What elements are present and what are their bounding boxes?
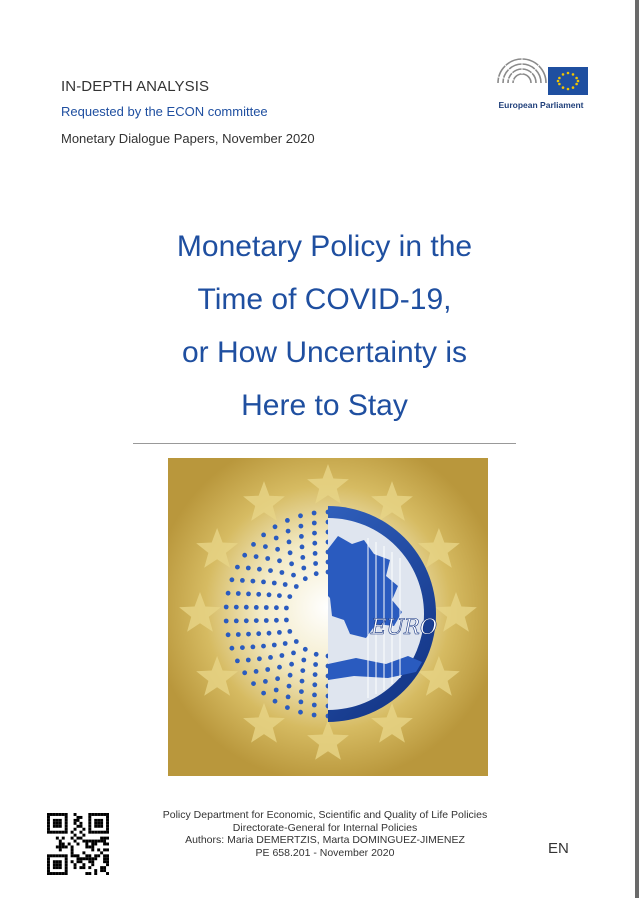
seat-dot <box>224 605 229 610</box>
title-line: or How Uncertainty is <box>181 336 468 369</box>
seat-dot <box>313 662 318 667</box>
seat-dot <box>312 693 317 698</box>
seat-dot <box>226 632 231 637</box>
seat-dot <box>273 699 278 704</box>
seat-dot <box>301 658 306 663</box>
seat-dot <box>277 593 282 598</box>
directorate: Directorate-General for Internal Policies <box>232 821 418 834</box>
seat-dot <box>267 592 272 597</box>
seat-dot <box>240 578 245 583</box>
seat-dot <box>277 630 282 635</box>
seat-dot <box>254 669 259 674</box>
seat-dot <box>284 618 289 623</box>
title-divider <box>133 443 516 444</box>
seat-dot <box>303 647 308 652</box>
seat-dot <box>289 561 294 566</box>
seat-dot <box>234 619 239 624</box>
seat-dot <box>272 581 277 586</box>
seat-dot <box>261 580 266 585</box>
seat-dot <box>314 652 319 657</box>
seat-dot <box>300 679 305 684</box>
seat-dot <box>287 629 292 634</box>
requested-by: Requested by the ECON committee <box>61 104 268 119</box>
seat-dot <box>287 540 292 545</box>
seat-dot <box>256 631 261 636</box>
authors: Authors: Maria DEMERTZIS, Marta DOMINGUEZ-JIMENEZ <box>185 834 465 847</box>
seat-dot <box>257 656 262 661</box>
seat-dot <box>312 682 317 687</box>
seat-dot <box>236 591 241 596</box>
seat-dot <box>263 544 268 549</box>
seat-dot <box>251 681 256 686</box>
seat-dot <box>285 705 290 710</box>
seat-dot <box>275 676 280 681</box>
page-edge <box>635 0 639 898</box>
seat-dot <box>257 567 262 572</box>
seat-dot <box>313 561 318 566</box>
seat-dot <box>244 618 249 623</box>
seat-dot <box>287 684 292 689</box>
seat-dot <box>273 524 278 529</box>
seat-dot <box>314 571 319 576</box>
reference-number: PE 658.201 - November 2020 <box>255 846 395 859</box>
seat-dot <box>234 605 239 610</box>
seat-dot <box>298 710 303 715</box>
seat-dot <box>277 665 282 670</box>
language-code: EN <box>548 840 569 857</box>
seat-dot <box>274 536 279 541</box>
seat-dot <box>268 568 273 573</box>
seat-dot <box>312 713 317 718</box>
seat-dot <box>272 643 277 648</box>
seat-dot <box>230 646 235 651</box>
seat-dot <box>274 618 279 623</box>
seat-dot <box>235 565 240 570</box>
seat-dot <box>280 653 285 658</box>
seat-dot <box>242 553 247 558</box>
seat-dot <box>246 632 251 637</box>
seat-dot <box>246 592 251 597</box>
seat-dot <box>283 582 288 587</box>
seat-dot <box>288 673 293 678</box>
seat-dot <box>313 672 318 677</box>
seat-dot <box>242 670 247 675</box>
cover-image <box>168 458 488 776</box>
seat-dot <box>300 668 305 673</box>
seat-dot <box>300 555 305 560</box>
seat-dot <box>275 547 280 552</box>
seat-dot <box>254 554 259 559</box>
seat-dot <box>236 632 241 637</box>
title-line: Here to Stay <box>241 389 408 422</box>
seat-dot <box>312 541 317 546</box>
seat-dot <box>291 651 296 656</box>
european-parliament-name: European Parliament <box>498 100 584 110</box>
seat-dot <box>312 511 317 516</box>
seat-dot <box>312 703 317 708</box>
series-label: Monetary Dialogue Papers, November 2020 <box>61 131 315 146</box>
seat-dot <box>300 545 305 550</box>
seat-dot <box>268 655 273 660</box>
seat-dot <box>251 645 256 650</box>
seat-dot <box>240 645 245 650</box>
seat-dot <box>291 573 296 578</box>
seat-dot <box>230 577 235 582</box>
qr-code <box>47 813 109 875</box>
seat-dot <box>285 518 290 523</box>
seat-dot <box>288 550 293 555</box>
document-title <box>60 220 589 432</box>
seat-dot <box>299 524 304 529</box>
seat-dot <box>274 605 279 610</box>
seat-dot <box>235 659 240 664</box>
seat-dot <box>265 667 270 672</box>
seat-dot <box>274 688 279 693</box>
seat-dot <box>265 556 270 561</box>
title-line: Time of COVID-19, <box>197 283 452 316</box>
seat-dot <box>303 576 308 581</box>
seat-dot <box>286 695 291 700</box>
seat-dot <box>256 592 261 597</box>
seat-dot <box>312 521 317 526</box>
seat-dot <box>299 534 304 539</box>
seat-dot <box>224 619 229 624</box>
seat-dot <box>312 531 317 536</box>
seat-dot <box>301 566 306 571</box>
seat-dot <box>287 594 292 599</box>
seat-dot <box>226 591 231 596</box>
seat-dot <box>267 631 272 636</box>
seat-dot <box>299 700 304 705</box>
seat-dot <box>261 691 266 696</box>
seat-dot <box>264 618 269 623</box>
seat-dot <box>254 618 259 623</box>
seat-dot <box>244 605 249 610</box>
seat-dot <box>277 558 282 563</box>
seat-dot <box>294 639 299 644</box>
seat-dot <box>246 658 251 663</box>
seat-dot <box>299 689 304 694</box>
seat-dot <box>283 641 288 646</box>
document-type: IN-DEPTH ANALYSIS <box>61 78 210 95</box>
seat-dot <box>251 579 256 584</box>
seat-dot <box>280 570 285 575</box>
footer-credits <box>120 809 530 859</box>
seat-dot <box>261 644 266 649</box>
seat-dot <box>263 679 268 684</box>
seat-dot <box>261 533 266 538</box>
seat-dot <box>286 529 291 534</box>
seat-dot <box>313 551 318 556</box>
policy-department: Policy Department for Economic, Scientific and Quality of Life Policies <box>162 809 488 821</box>
seat-dot <box>251 542 256 547</box>
seat-dot <box>264 605 269 610</box>
title-line: Monetary Policy in the <box>176 230 473 263</box>
seat-dot <box>284 606 289 611</box>
euro-label: EURO <box>371 615 438 639</box>
seat-dot <box>298 513 303 518</box>
seat-dot <box>254 605 259 610</box>
seat-dot <box>294 584 299 589</box>
seat-dot <box>289 662 294 667</box>
seat-dot <box>246 566 251 571</box>
